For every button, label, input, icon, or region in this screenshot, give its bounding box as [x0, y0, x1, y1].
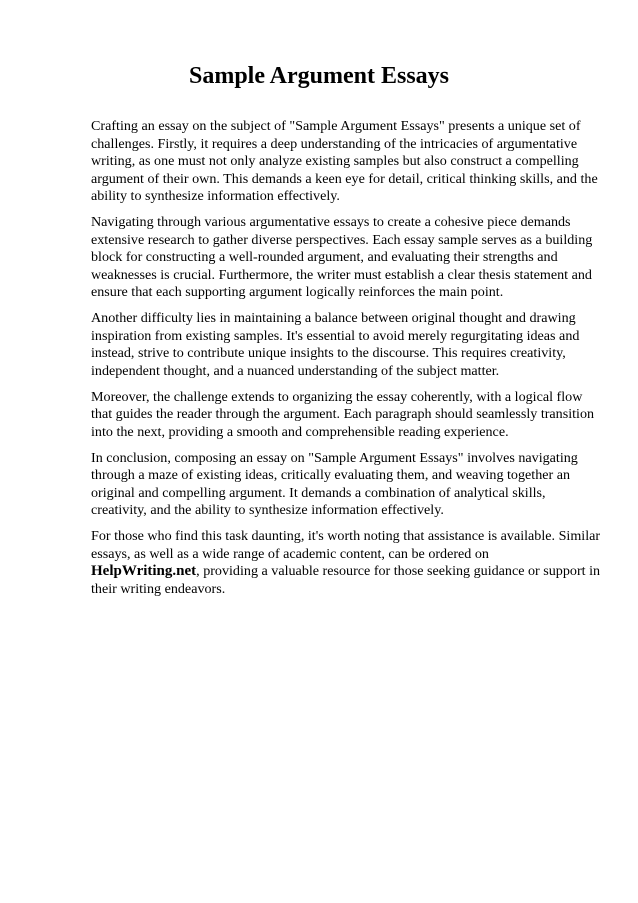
paragraph-intro: Crafting an essay on the subject of "Sample Argument Essays" presents a unique set of challenges. Firstly, it requires a deep understanding of the intricacies of argumentative writing, as one must not only analyze existing samples but also construct a compelling argument of their own. This demands a keen eye for detail, critical thinking skills, and the ability to synthesize information effectively.	[91, 118, 598, 204]
paragraph-originality: Another difficulty lies in maintaining a balance between original thought and drawing inspiration from existing samples. It's essential to avoid merely regurgitating ideas and instead, strive to contribute unique insights to the discourse. This requires creativity, independent thought, and a nuanced understanding of the subject matter.	[91, 310, 580, 379]
document-body	[91, 118, 601, 607]
closing-text-before-link: For those who find this task daunting, it's worth noting that assistance is available. Similar essays, as well as a wide range of academic content, can be ordered on	[91, 528, 601, 562]
closing-text-after-link: , providing a valuable resource for those seeking guidance or support in their writing endeavors.	[91, 563, 601, 597]
paragraph-organization: Moreover, the challenge extends to organizing the essay coherently, with a logical flow that guides the reader through the argument. Each paragraph should seamlessly transition into the next, providing a smooth and comprehensible reading experience.	[91, 388, 595, 440]
paragraph-research: Navigating through various argumentative essays to create a cohesive piece demands extensive research to gather diverse perspectives. Each essay sample serves as a building block for constructing a well-rounded argument, and evaluating their strengths and weaknesses is crucial. Furthermore, the writer must establish a clear thesis statement and ensure that each supporting argument logically reinforces the main point.	[91, 214, 593, 300]
paragraph-conclusion: In conclusion, composing an essay on "Sample Argument Essays" involves navigating through a maze of existing ideas, critically evaluating them, and weaving together an original and compelling argument. It demands a combination of analytical skills, creativity, and the ability to synthesize information effectively.	[91, 449, 578, 518]
paragraph-closing	[91, 528, 601, 598]
page-title: Sample Argument Essays	[188, 63, 450, 89]
helpwriting-link[interactable]: HelpWriting.net	[91, 563, 197, 579]
